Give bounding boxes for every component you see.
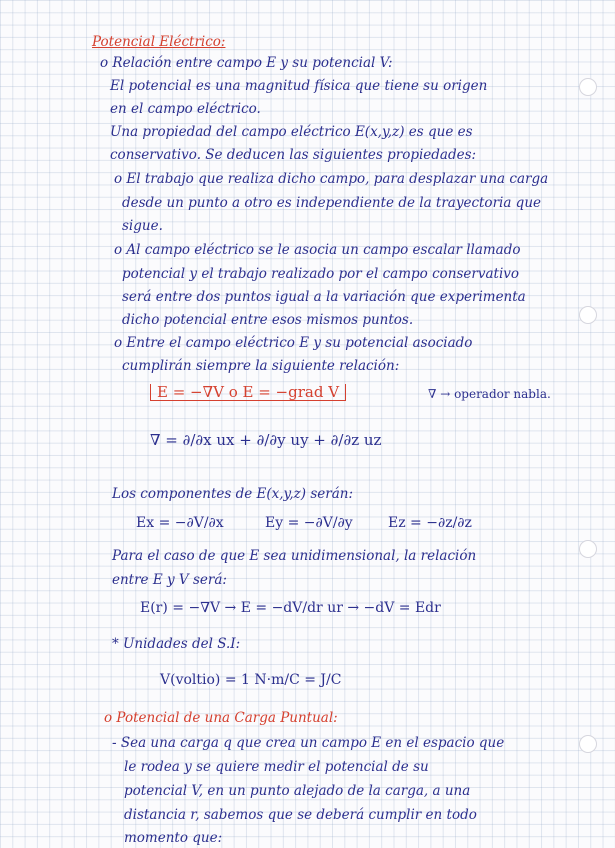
note-line: será entre dos puntos igual a la variación que experimenta [122,289,526,305]
note-line: - Sea una carga q que crea un campo E en el espacio que [112,735,505,751]
binder-hole [579,540,597,558]
binder-hole [579,78,597,96]
note-line: entre E y V será: [112,572,227,588]
note-line: le rodea y se quiere medir el potencial de su [124,759,429,775]
note-line: dicho potencial entre esos mismos puntos. [122,312,414,328]
note-line: conservativo. Se deducen las siguientes propiedades: [110,147,477,163]
boxed-formula: E = −∇V o E = −grad V [150,384,346,401]
binder-hole [579,306,597,324]
note-line: o Al campo eléctrico se le asocia un campo escalar llamado [114,242,521,258]
note-line: o Relación entre campo E y su potencial V: [100,55,393,71]
nabla-note: ∇ → operador nabla. [428,387,551,401]
note-line: potencial y el trabajo realizado por el campo conservativo [122,266,520,282]
note-line: Potencial Eléctrico: [92,34,226,50]
binder-hole [579,735,597,753]
component-ez: Ez = −∂z/∂z [388,515,472,531]
note-line: El potencial es una magnitud física que tiene su origen [110,78,488,94]
note-line: potencial V, en un punto alejado de la carga, a una [124,783,471,799]
note-line: distancia r, sabemos que se deberá cumplir en todo [124,807,477,823]
note-line: Los componentes de E(x,y,z) serán: [112,486,353,502]
note-line: * Unidades del S.I: [112,636,241,652]
note-line: o Potencial de una Carga Puntual: [104,710,338,726]
component-ex: Ex = −∂V/∂x [136,515,224,531]
note-line: en el campo eléctrico. [110,101,261,117]
note-line: momento que: [124,830,223,846]
note-line: sigue. [122,218,163,234]
note-line: cumplirán siempre la siguiente relación: [122,358,400,374]
nabla-definition: ∇ = ∂/∂x ux + ∂/∂y uy + ∂/∂z uz [150,431,382,449]
one-dimensional-relation: E(r) = −∇V → E = −dV/dr ur → −dV = Edr [140,600,441,616]
note-line: Una propiedad del campo eléctrico E(x,y,z) es que es [110,124,473,140]
note-line: o Entre el campo eléctrico E y su potencial asociado [114,335,473,351]
si-units: V(voltio) = 1 N·m/C = J/C [160,672,342,688]
boxed-relation [150,384,346,401]
note-line: desde un punto a otro es independiente de la trayectoria que [122,195,542,211]
component-ey: Ey = −∂V/∂y [265,515,353,531]
note-line: o El trabajo que realiza dicho campo, para desplazar una carga [114,171,549,187]
note-line: Para el caso de que E sea unidimensional, la relación [112,548,477,564]
